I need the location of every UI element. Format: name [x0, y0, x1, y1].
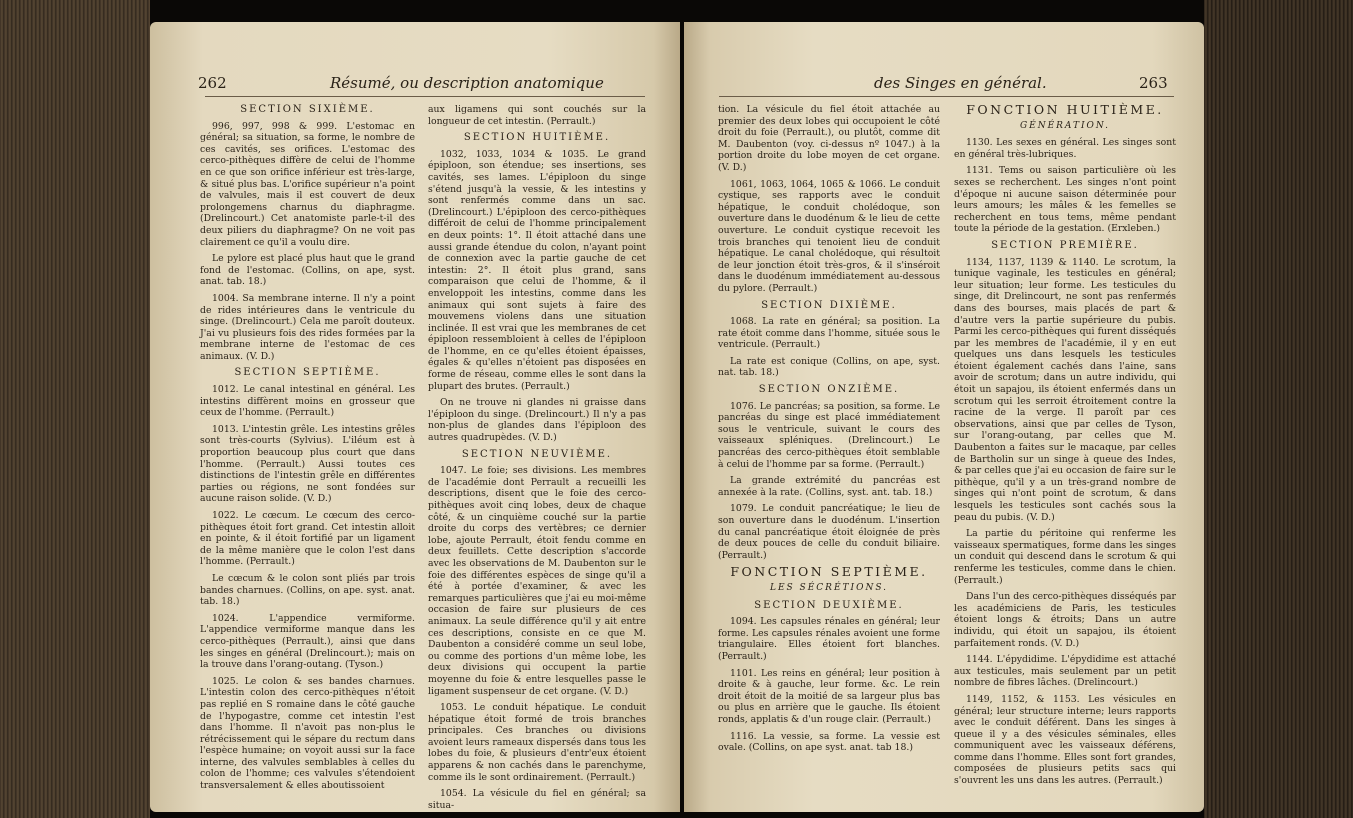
paragraph: 1054. La vésicule du fiel en général; sa situa-	[428, 788, 646, 811]
paragraph: Le cœcum & le colon sont pliés par trois bandes charnues. (Collins, on ape. syst. anat. tab. 18.)	[200, 572, 415, 608]
left-page-edges	[0, 0, 150, 818]
paragraph: 1012. Le canal intestinal en général. Les intestins diffèrent moins en grosseur que ceux de l'homme. (Perrault.)	[200, 384, 415, 419]
paragraph: Dans l'un des cerco-pithèques disséqués par les académiciens de Paris, les testicules étoient longs & étroits; Dans un autre individu, qui étoit un sapajou, ils étoient parfaitement ronds. (V. D.)	[954, 591, 1176, 649]
section-heading: SECTION DEUXIÈME.	[754, 599, 904, 611]
function-heading: FONCTION HUITIÈME.	[966, 102, 1164, 117]
section-heading: SECTION HUITIÈME.	[463, 132, 611, 144]
paragraph: 1094. Les capsules rénales en général; leur forme. Les capsules rénales avoient une forme triangulaire. Elles étoient fort blanches. (Perrault.)	[718, 616, 940, 662]
paragraph: 1013. L'intestin grêle. Les intestins grêles sont très-courts (Sylvius). L'iléum est à proportion beaucoup plus court que dans l'homme. (Perrault.) Aussi toutes ces distinctions de l'intestin grêle en différentes parties ou régions, ne sont fondées sur aucune raison solide. (V. D.)	[200, 423, 415, 505]
left-page	[150, 22, 680, 812]
function-heading: FONCTION SEPTIÈME.	[730, 564, 928, 580]
paragraph: La grande extrémité du pancréas est annexée à la rate. (Collins, syst. ant. tab. 18.)	[718, 475, 940, 498]
section-heading: SECTION PREMIÈRE.	[991, 239, 1139, 251]
head-rule-right	[719, 96, 1174, 97]
paragraph: 1144. L'épydidime. L'épydidime est attaché aux testicules, mais seulement par un petit nombre de fibres lâches. (Drelincourt.)	[954, 654, 1176, 689]
page-number-right: 263	[1139, 74, 1168, 92]
head-rule-left	[205, 96, 645, 97]
paragraph: On ne trouve ni glandes ni graisse dans l'épiploon du singe. (Drelincourt.) Il n'y a pas non-plus de glandes dans l'épiploon des autres quadrupèdes. (V. D.)	[428, 397, 646, 444]
paragraph: 1149, 1152, & 1153. Les vésicules en général; leur structure interne; leurs rapports avec le conduit déférent. Dans les singes à queue il y a des vésicules séminales, elles communiquent avec les vaisseaux déférens, comme dans l'homme. Elles sont fort grandes, composées de plusieurs petits sacs qui s'ouvrent les uns dans les autres. (Perrault.)	[954, 693, 1176, 787]
right-page-edges	[1204, 0, 1353, 818]
left-column-1	[200, 104, 415, 797]
paragraph: 1053. Le conduit hépatique. Le conduit hépatique étoit formé de trois branches principales. Ces branches ou divisions avoient leurs rameaux dispersés dans tous les lobes du foie, & plusieurs d'entr'eux étoient apparens & non cachés dans le parenchyme, comme ils le sont ordinairement. (Perrault.)	[428, 702, 646, 783]
paragraph: 1101. Les reins en général; leur position à droite & à gauche, leur forme. &c. Le rein droit étoit de la moitié de sa largeur plus bas ou plus en arrière que le gauche. Ils étoient ronds, applatis & d'un rouge clair. (Perrault.)	[718, 667, 940, 725]
paragraph: 1061, 1063, 1064, 1065 & 1066. Le conduit cystique, ses rapports avec le conduit hépatique, le conduit cholédoque, son ouverture dans le duodénum & le lieu de cette ouverture. Le conduit cystique recevoit les trois branches qui tenoient lieu de conduit hépatique. Le canal cholédoque, qui résultoit de leur jonction étoit très-gros, & il s'inséroit dans le duodénum immédiatement au-dessous du pylore. (Perrault.)	[718, 178, 940, 294]
right-column-2	[954, 104, 1176, 792]
paragraph: 1130. Les sexes en général. Les singes sont en général très-lubriques.	[954, 137, 1176, 160]
function-subtitle: LES SÉCRÉTIONS.	[769, 582, 889, 593]
paragraph: 1134, 1137, 1139 & 1140. Le scrotum, la tunique vaginale, les testicules en général; leur situation; leur forme. Les testicules du singe, dit Drelincourt, ne sont pas renfermés dans des bourses, mais placés de part & d'autre vers la partie supérieure du pubis. Parmi les cerco-pithèques qui furent disséqués par les membres de l'académie, il y en eut quelques uns dans lesquels les testicules étoient également cachés dans l'aine, sans avoir de scrotum; dans un autre individu, qui étoit un sapajou, ils étoient enfermés dans un scrotum qui les serroit étroitement contre la racine de la verge. Il paroît par ces observations, ainsi que par celles de Tyson, sur l'orang-outang, par celles que M. Daubenton a faites sur le macaque, par celles de Bartholin sur un singe à queue des Indes, & par celles que j'ai eu occasion de faire sur le pithèque, qu'il y a un très-grand nombre de singes qui n'ont point de scrotum, & dans lesquels les testicules sont cachés sous la peau du pubis. (V. D.)	[954, 256, 1176, 523]
paragraph: Le pylore est placé plus haut que le grand fond de l'estomac. (Collins, on ape, syst. anat. tab. 18.)	[200, 253, 415, 288]
paragraph: aux ligamens qui sont couchés sur la longueur de cet intestin. (Perrault.)	[428, 104, 646, 127]
right-column-1	[718, 104, 940, 759]
paragraph: 1131. Tems ou saison particulière où les sexes se recherchent. Les singes n'ont point d'époque ni aucune saison déterminée pour leurs amours; les mâles & les femelles se recherchent en tous tems, même pendant toute la période de la gestation. (Erxleben.)	[954, 165, 1176, 235]
paragraph: 1004. Sa membrane interne. Il n'y a point de rides intérieures dans le ventricule du singe. (Drelincourt.) Cela me paroît douteux. J'ai vu plusieurs fois des rides formées par la membrane interne de l'estomac de ces animaux. (V. D.)	[200, 292, 415, 362]
paragraph: 1079. Le conduit pancréatique; le lieu de son ouverture dans le duodénum. L'insertion du canal pancréatique étoit éloignée de près de deux pouces de celle du conduit biliaire. (Perrault.)	[718, 503, 940, 561]
section-heading: SECTION ONZIÈME.	[758, 384, 900, 396]
paragraph: La rate est conique (Collins, on ape, syst. nat. tab. 18.)	[718, 355, 940, 379]
paragraph: 1025. Le colon & ses bandes charnues. L'intestin colon des cerco-pithèques n'étoit pas replié en S romaine dans le côté gauche de l'hypogastre, comme cet intestin l'est dans l'homme. Il n'avoit pas non-plus le rétrécissement qui le sépare du rectum dans l'espèce humaine; on voyoit aussi sur la face interne, des valvules semblables à celles du colon de l'homme; ces valvules s'étendoient transversalement & elles aboutissoient	[200, 675, 415, 792]
section-heading: SECTION SEPTIÈME.	[234, 367, 381, 379]
paragraph: 1068. La rate en général; sa position. La rate étoit comme dans l'homme, située sous le ventricule. (Perrault.)	[718, 316, 940, 351]
running-head-right: des Singes en général.	[874, 74, 1047, 92]
running-head-left: Résumé, ou description anatomique	[330, 74, 604, 92]
paragraph: 1024. L'appendice vermiforme. L'appendice vermiforme manque dans les cerco-pithèques (Perrault.), ainsi que dans les singes en général (Drelincourt.); mais on la trouve dans l'orang-outang. (Tyson.)	[200, 612, 415, 671]
paragraph: 1032, 1033, 1034 & 1035. Le grand épiploon, son étendue; ses insertions, ses cavités, ses lames. L'épiploon du singe s'étend jusqu'à la vessie, & les intestins y sont renfermés comme dans un sac. (Drelincourt.) L'épiploon des cerco-pithèques différoit de celui de l'homme principalement en deux points: 1°. Il étoit attaché dans une aussi grande étendue du colon, n'ayant point de connexion avec la partie gauche de cet intestin: 2°. Il étoit plus grand, sans comparaison que celui de l'homme, & il enveloppoit les intestins, comme dans les animaux qui sont sujets à faire des mouvemens violens dans une situation inclinée. Il est vrai que les membranes de cet épiploon ressembloient à celles de l'épiploon de l'homme, en ce qu'elles étoient épaisses, égales & qu'elles n'étoient pas disposées en forme de réseau, comme elles le sont dans la plupart des brutes. (Perrault.)	[428, 148, 646, 392]
right-page	[684, 22, 1204, 812]
paragraph: La partie du péritoine qui renferme les vaisseaux spermatiques, forme dans les singes un conduit qui descend dans le scrotum & qui renferme les testicules, comme dans le chien. (Perrault.)	[954, 528, 1176, 586]
section-heading: SECTION DIXIÈME.	[761, 299, 897, 311]
paragraph: 1116. La vessie, sa forme. La vessie est ovale. (Collins, on ape syst. anat. tab 18.)	[718, 730, 940, 754]
paragraph: 1047. Le foie; ses divisions. Les membres de l'académie dont Perrault a recueilli les descriptions, disent que le foie des cerco-pithèques avoit cinq lobes, deux de chaque côté, & un cinquième couché sur la partie droite du corps des vertèbres; ce dernier lobe, ajoute Perrault, étoit fendu comme en deux feuillets. Cette description s'accorde avec les observations de M. Daubenton sur le foie des différentes espèces de singe qu'il a été à portée d'examiner, & avec les remarques particulières que j'ai eu moi-même occasion de faire sur plusieurs de ces animaux. La seule différence qu'il y ait entre ces descriptions, consiste en ce que M. Daubenton a considéré comme un seul lobe, ou comme des portions d'un même lobe, les deux divisions qui occupent la partie moyenne du foie & entre lesquelles passe le ligament suspenseur de cet organe. (V. D.)	[428, 465, 646, 697]
page-number-left: 262	[198, 74, 227, 92]
function-subtitle: GÉNÉRATION.	[1019, 120, 1111, 131]
paragraph: 996, 997, 998 & 999. L'estomac en général; sa situation, sa forme, le nombre de ces cavités, ses orifices. L'estomac des cerco-pithèques diffère de celui de l'homme en ce que son orifice inférieur est très-large, & situé plus bas. L'orifice supérieur n'a point de valvules, mais il est couvert de deux prolongemens charnus du diaphragme. (Drelincourt.) Cet anatomiste parle-t-il des deux piliers du diaphragme? On ne voit pas clairement ce qu'il a voulu dire.	[200, 120, 415, 248]
paragraph: 1022. Le cœcum. Le cœcum des cerco-pithèques étoit fort grand. Cet intestin alloit en pointe, & il étoit fortifié par un ligament de la même manière que le colon l'est dans l'homme. (Perrault.)	[200, 510, 415, 568]
section-heading: SECTION NEUVIÈME.	[461, 448, 613, 460]
paragraph: 1076. Le pancréas; sa position, sa forme. Le pancréas du singe est placé immédiatement sous le ventricule, suivant le cours des vaisseaux spléniques. (Drelincourt.) Le pancréas des cerco-pithèques étoit semblable à celui de l'homme par sa forme. (Perrault.)	[718, 400, 940, 470]
section-heading: SECTION SIXIÈME.	[240, 104, 375, 115]
left-column-2	[428, 104, 646, 812]
paragraph: tion. La vésicule du fiel étoit attachée au premier des deux lobes qui occupoient le côté droit du foie (Perrault.), ou plutôt, comme dit M. Daubenton (voy. ci-dessus nº 1047.) à la portion droite du lobe moyen de cet organe. (V. D.)	[718, 104, 940, 173]
